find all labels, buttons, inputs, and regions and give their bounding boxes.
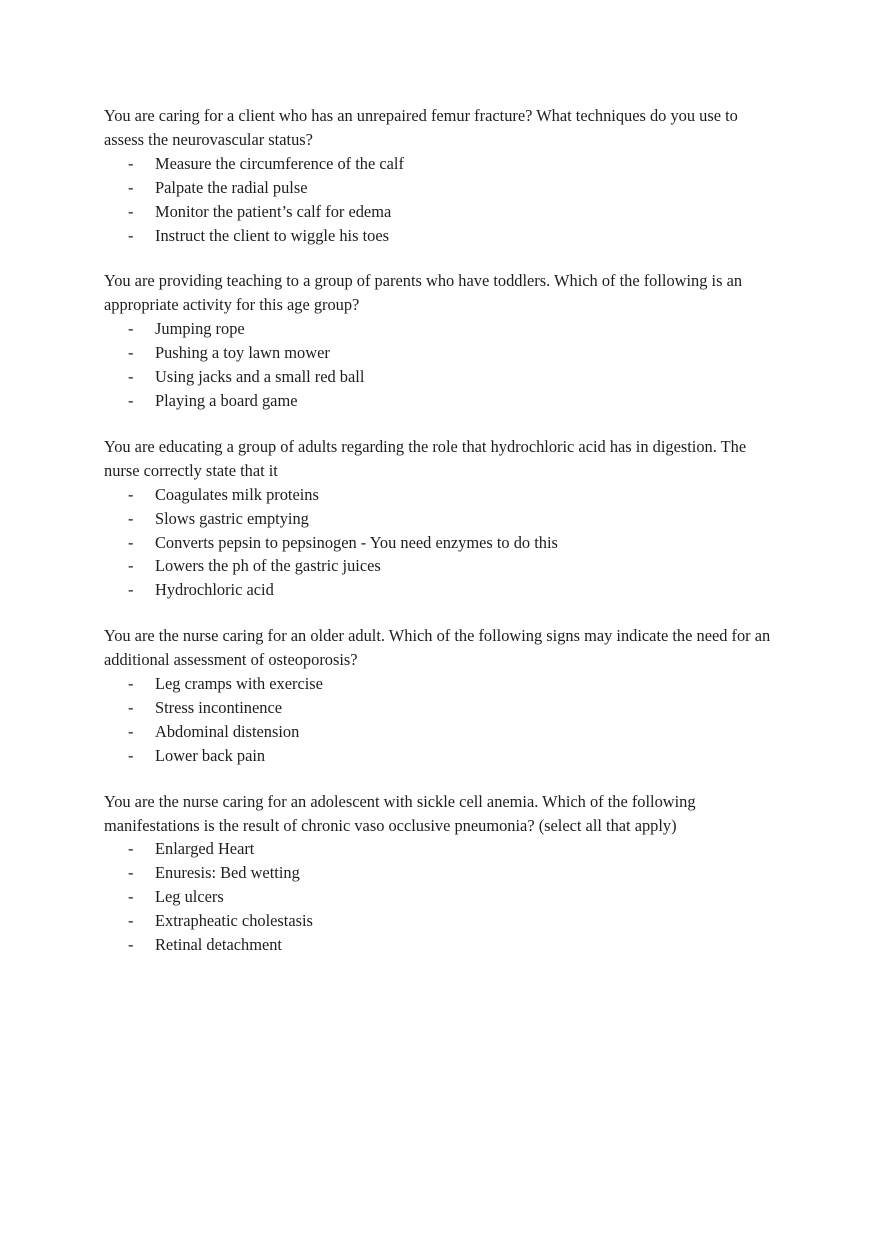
- dash-bullet: -: [128, 745, 134, 765]
- option-text: Pushing a toy lawn mower: [155, 343, 330, 363]
- dash-bullet: -: [128, 556, 134, 576]
- option-text: Stress incontinence: [155, 697, 282, 717]
- option-item: [104, 531, 780, 555]
- dash-bullet: -: [128, 177, 134, 197]
- dash-bullet: -: [128, 935, 134, 955]
- option-item: [104, 837, 780, 861]
- dash-bullet: -: [128, 319, 134, 339]
- dash-bullet: -: [128, 508, 134, 528]
- dash-bullet: -: [128, 674, 134, 694]
- dash-bullet: -: [128, 721, 134, 741]
- question-text: You are educating a group of adults regarding the role that hydrochloric acid has in digestion. The nurse correctly state that it: [104, 436, 747, 480]
- option-item: [104, 933, 780, 957]
- option-text: Abdominal distension: [155, 721, 300, 741]
- option-text: Enuresis: Bed wetting: [155, 863, 300, 883]
- dash-bullet: -: [128, 580, 134, 600]
- option-item: [104, 365, 780, 389]
- option-text: Instruct the client to wiggle his toes: [155, 225, 389, 245]
- option-text: Enlarged Heart: [155, 839, 255, 859]
- option-list: [104, 483, 780, 603]
- dash-bullet: -: [128, 343, 134, 363]
- option-text: Hydrochloric acid: [155, 580, 274, 600]
- dash-bullet: -: [128, 201, 134, 221]
- dash-bullet: -: [128, 532, 134, 552]
- dash-bullet: -: [128, 697, 134, 717]
- question-block-osteoporosis: [104, 624, 780, 767]
- option-text: Leg cramps with exercise: [155, 674, 323, 694]
- option-item: [104, 672, 780, 696]
- option-item: [104, 554, 780, 578]
- question-block-toddlers: [104, 269, 780, 412]
- dash-bullet: -: [128, 225, 134, 245]
- option-item: [104, 885, 780, 909]
- option-text: Retinal detachment: [155, 935, 282, 955]
- option-list: [104, 672, 780, 768]
- option-text: Coagulates milk proteins: [155, 484, 319, 504]
- option-item: [104, 224, 780, 248]
- option-item: [104, 389, 780, 413]
- dash-bullet: -: [128, 390, 134, 410]
- option-item: [104, 696, 780, 720]
- dash-bullet: -: [128, 911, 134, 931]
- option-item: [104, 317, 780, 341]
- option-item: [104, 507, 780, 531]
- option-item: [104, 483, 780, 507]
- option-text: Using jacks and a small red ball: [155, 367, 365, 387]
- dash-bullet: -: [128, 484, 134, 504]
- option-item: [104, 744, 780, 768]
- option-text: Playing a board game: [155, 390, 298, 410]
- question-text: You are caring for a client who has an unrepaired femur fracture? What techniques do you use to assess the neurovascular status?: [104, 106, 738, 149]
- option-text: Measure the circumference of the calf: [155, 153, 404, 173]
- option-text: Extrapheatic cholestasis: [155, 911, 313, 931]
- question-block-femur: [104, 104, 780, 247]
- dash-bullet: -: [128, 367, 134, 387]
- option-text: Lowers the ph of the gastric juices: [155, 556, 381, 576]
- option-text: Converts pepsin to pepsinogen - You need enzymes to do this: [155, 532, 558, 552]
- option-item: [104, 152, 780, 176]
- question-text: You are the nurse caring for an adolescent with sickle cell anemia. Which of the following manifestations is the result of chronic vaso occlusive pneumonia? (select all that apply): [104, 791, 696, 835]
- option-item: [104, 200, 780, 224]
- question-block-sickle-cell: [104, 790, 780, 957]
- option-text: Monitor the patient’s calf for edema: [155, 201, 392, 221]
- option-list: [104, 317, 780, 413]
- option-item: [104, 861, 780, 885]
- option-text: Slows gastric emptying: [155, 508, 309, 528]
- option-item: [104, 909, 780, 933]
- question-text: You are the nurse caring for an older adult. Which of the following signs may indicate the need for an additional assessment of osteoporosis?: [104, 626, 771, 670]
- dash-bullet: -: [128, 887, 134, 907]
- option-text: Lower back pain: [155, 745, 266, 765]
- option-text: Palpate the radial pulse: [155, 177, 308, 197]
- question-text: You are providing teaching to a group of parents who have toddlers. Which of the following is an appropriate activity for this age group?: [104, 271, 743, 315]
- question-block-hydrochloric-acid: [104, 435, 780, 602]
- dash-bullet: -: [128, 153, 134, 173]
- option-item: [104, 341, 780, 365]
- dash-bullet: -: [128, 839, 134, 859]
- option-item: [104, 578, 780, 602]
- option-text: Jumping rope: [155, 319, 245, 339]
- option-list: [104, 152, 780, 248]
- option-item: [104, 720, 780, 744]
- dash-bullet: -: [128, 863, 134, 883]
- option-list: [104, 837, 780, 957]
- option-text: Leg ulcers: [155, 887, 224, 907]
- option-item: [104, 176, 780, 200]
